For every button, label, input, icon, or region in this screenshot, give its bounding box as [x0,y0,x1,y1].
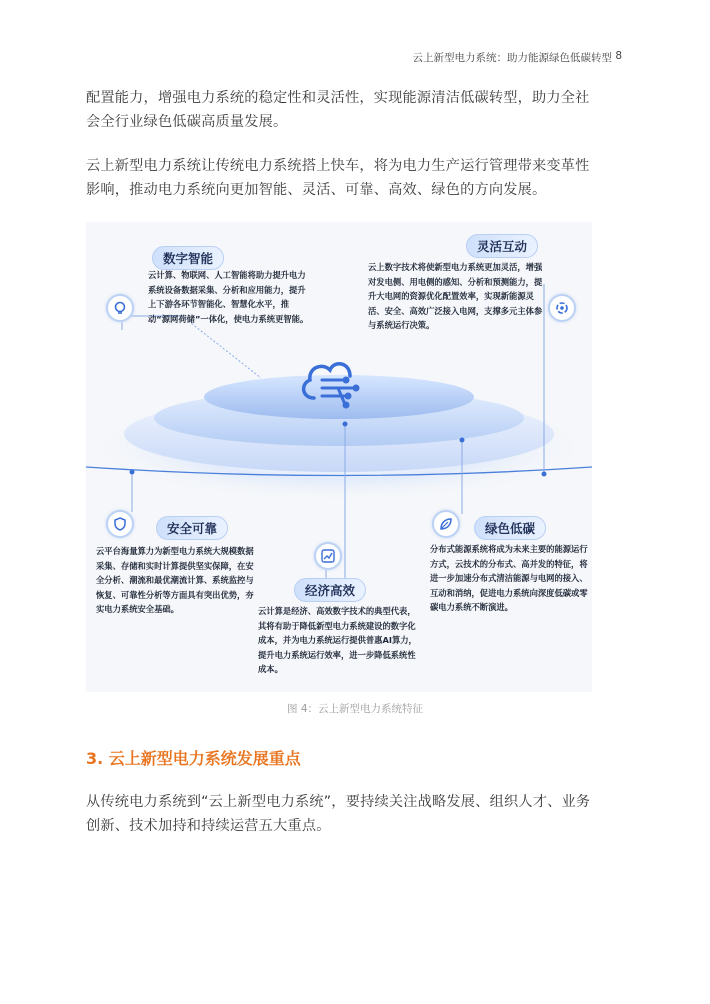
header-title: 云上新型电力系统：助力能源绿色低碳转型 [412,52,612,64]
feature-tag-flexible: 灵活互动 [466,234,538,258]
figure-caption: 图 4：云上新型电力系统特征 [286,703,424,715]
paragraph-1: 配置能力，增强电力系统的稳定性和灵活性，实现能源清洁低碳转型，助力全社会全行业绿色低碳高质量发展。 [86,90,590,130]
running-header [0,50,622,65]
feature-tag-efficient: 经济高效 [294,578,366,602]
page-number: 8 [615,50,622,62]
paragraph-3: 从传统电力系统到“云上新型电力系统”，要持续关注战略发展、组织人才、业务创新、技术加持和持续运营五大重点。 [86,794,591,834]
feature-tag-green: 绿色低碳 [474,516,546,540]
shield-icon [106,510,134,538]
feature-desc-reliable: 云平台海量算力为新型电力系统大规模数据采集、存储和实时计算提供坚实保障，在安全分析、潮流和最优潮流计算、系统监控与恢复、可靠性分析等方面具有突出优势，夯实电力系统安全基础。 [96,546,254,615]
leaf-icon [432,510,460,538]
feature-desc-flexible: 云上数字技术将使新型电力系统更加灵活，增强对发电侧、用电侧的感知、分析和预测能力，提升大电网的资源优化配置效率，实现新能源灵活、安全、高效广泛接入电网，支撑多元主体参与系统运行决策。 [368,262,543,331]
gear-cycle-icon [548,294,576,322]
paragraph-2: 云上新型电力系统让传统电力系统搭上快车，将为电力生产运行管理带来变革性影响，推动电力系统向更加智能、灵活、可靠、高效、绿色的方向发展。 [86,158,590,198]
feature-tag-reliable: 安全可靠 [156,516,228,540]
feature-desc-digital: 云计算、物联网、人工智能将助力提升电力系统设备数据采集、分析和应用能力，提升上下游各环节智能化、智慧化水平，推动“源网荷储”一体化，使电力系统更智能。 [148,270,309,324]
section-title: 3. 云上新型电力系统发展重点 [86,749,301,768]
chart-icon [314,542,342,570]
feature-tag-digital: 数字智能 [152,246,224,270]
feature-diagram [86,222,592,692]
lightbulb-icon [106,294,134,322]
feature-desc-green: 分布式能源系统将成为未来主要的能源运行方式，云技术的分布式、高并发的特征，将进一步加速分布式清洁能源与电网的接入、互动和消纳，促进电力系统向深度低碳或零碳电力系统不断演进。 [430,544,588,613]
cloud-network-icon [294,350,364,412]
feature-desc-efficient: 云计算是经济、高效数字技术的典型代表，其将有助于降低新型电力系统建设的数字化成本，并为电力系统运行提供普惠AI算力，提升电力系统运行效率，进一步降低系统性成本。 [258,606,417,675]
